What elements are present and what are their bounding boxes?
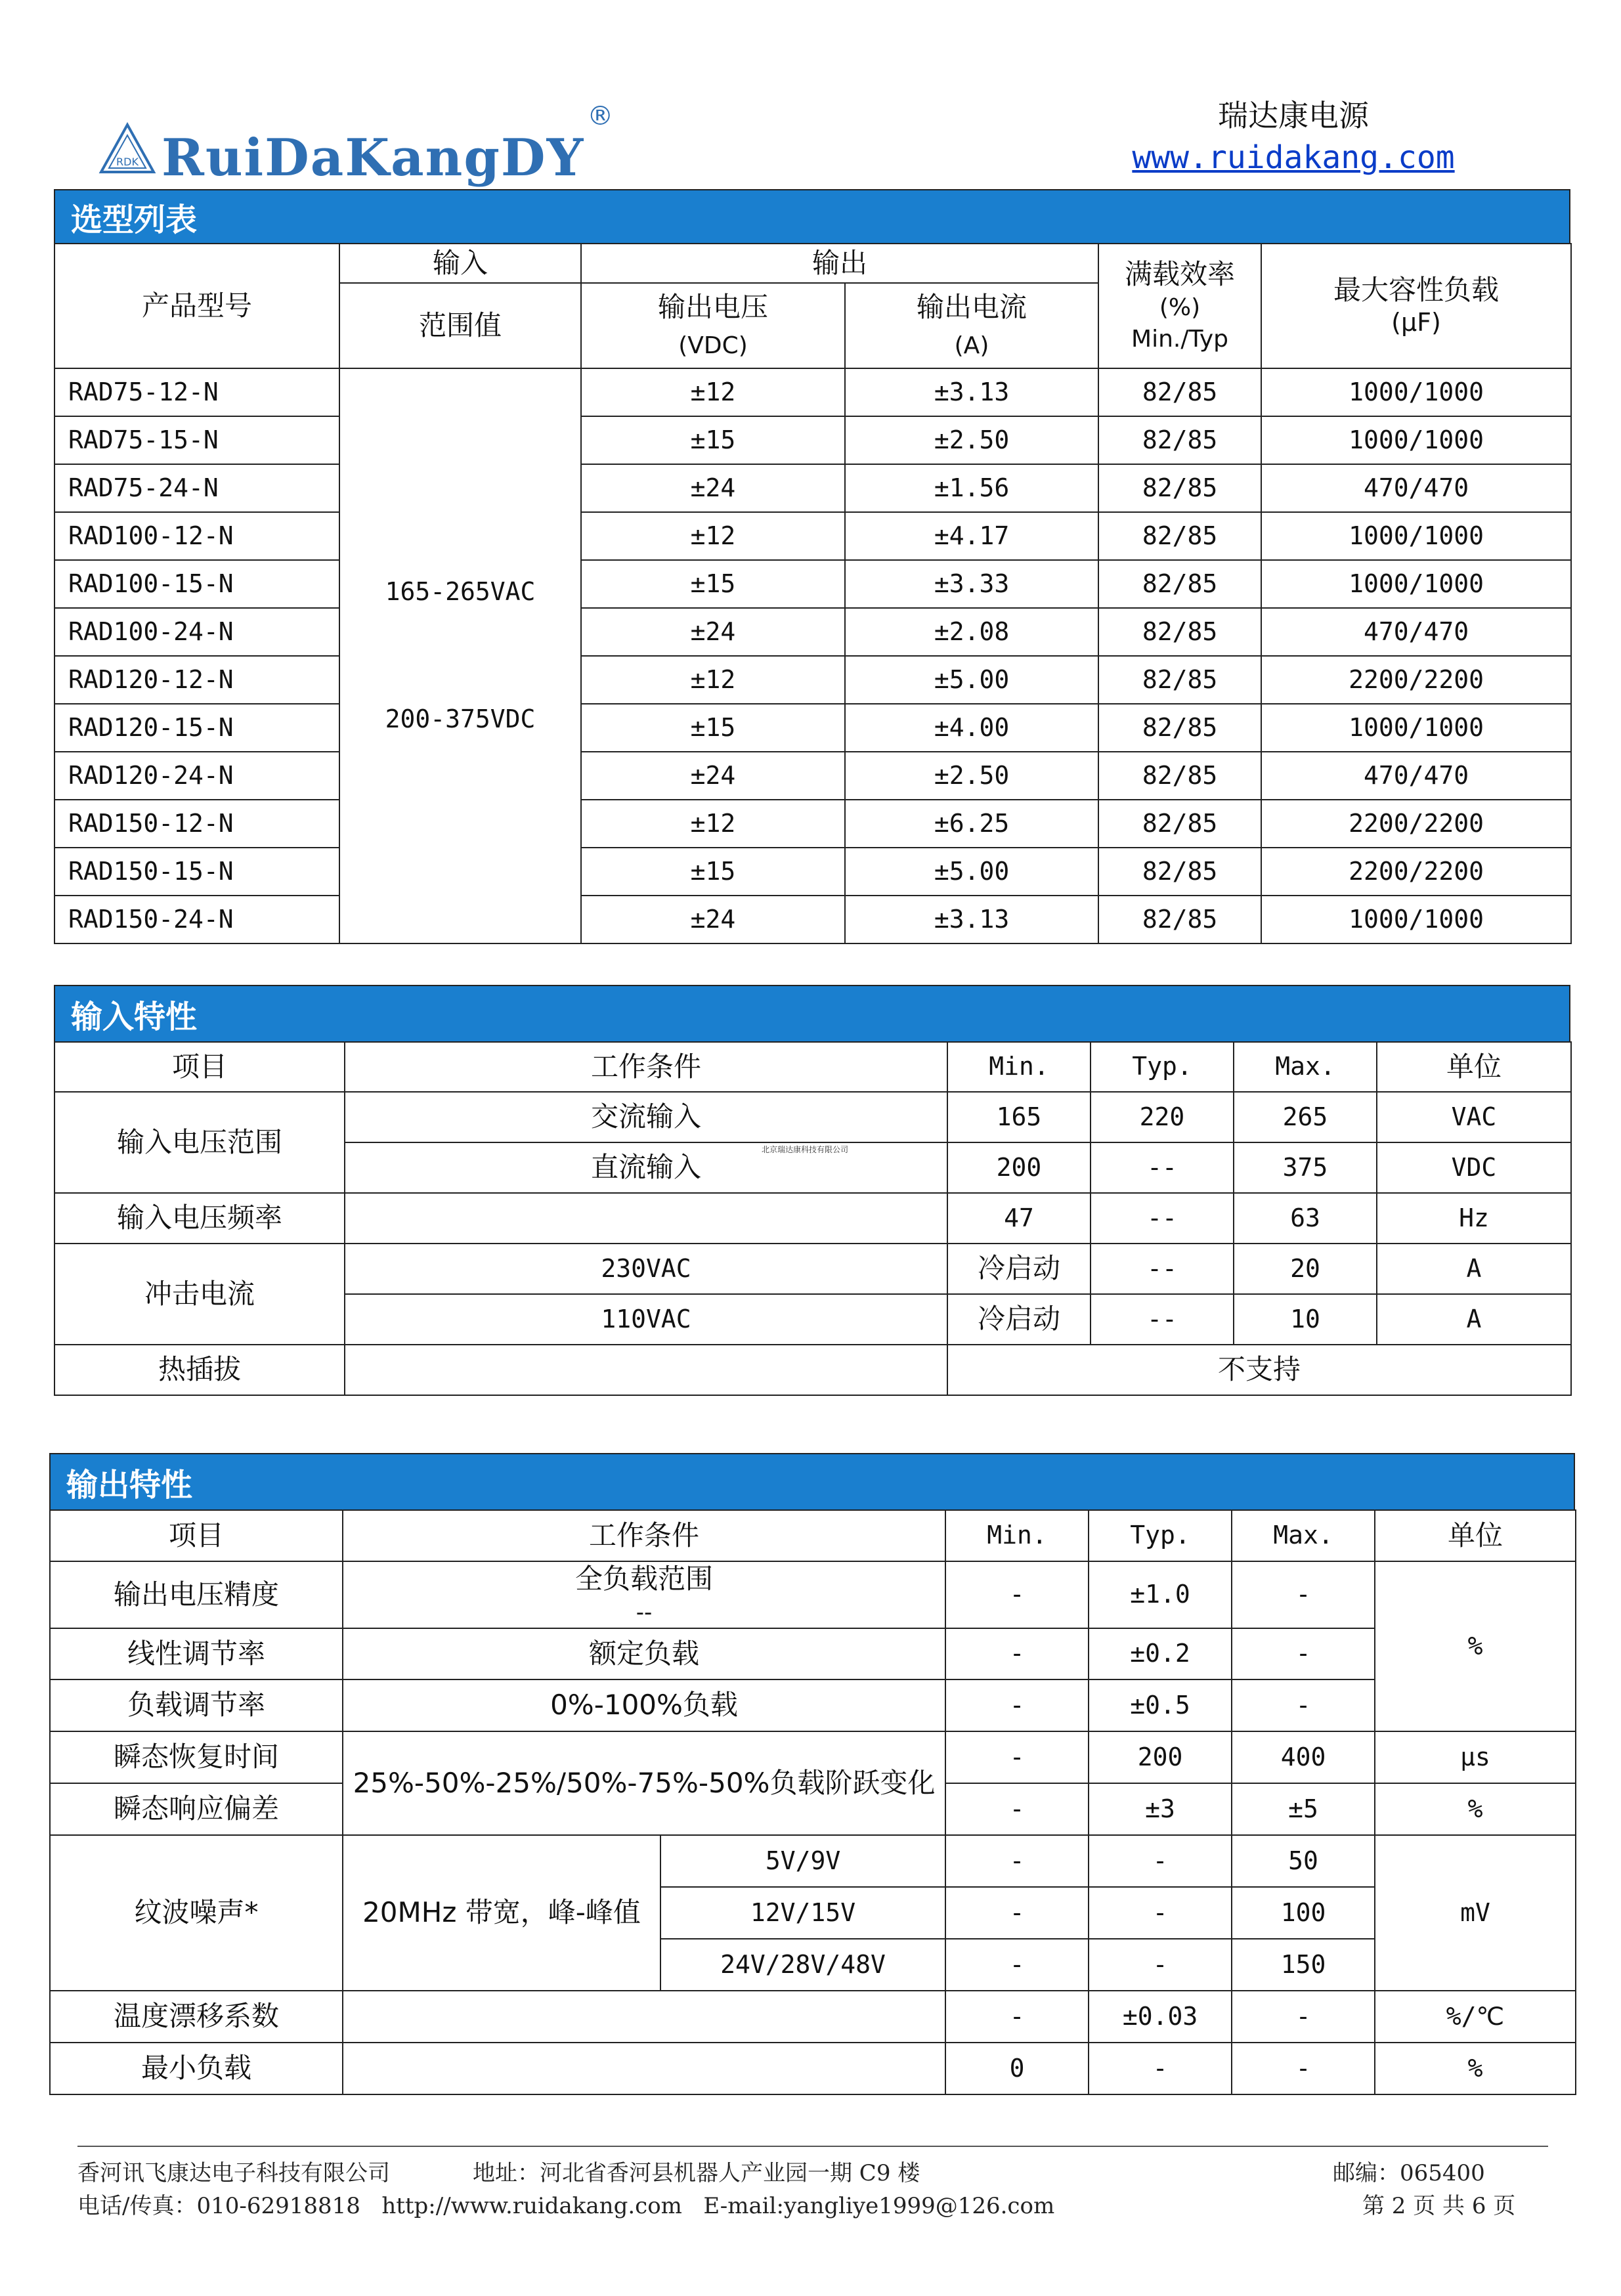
- input-range-dc: 200-375VDC: [385, 704, 536, 733]
- output-ripple-typ-0: -: [1089, 1835, 1232, 1887]
- output-load-reg-typ: ±0.5: [1089, 1679, 1232, 1731]
- output-ripple-max-0: 50: [1232, 1835, 1375, 1887]
- header-model: 产品型号: [54, 244, 339, 368]
- row-voltage: ±15: [581, 704, 845, 752]
- footer-page-number: 第 2 页 共 6 页: [1362, 2193, 1516, 2219]
- output-ripple-condition: 20MHz 带宽，峰-峰值: [343, 1835, 660, 1991]
- output-accuracy-max: -: [1232, 1561, 1375, 1628]
- input-inrush-230-min: 冷启动: [947, 1244, 1091, 1294]
- header-current-label: 输出电流: [917, 291, 1027, 324]
- output-line-reg-condition: 额定负载: [343, 1628, 945, 1679]
- row-model: RAD150-12-N: [54, 800, 339, 848]
- output-recovery-min: -: [945, 1731, 1089, 1783]
- row-efficiency: 82/85: [1098, 848, 1261, 896]
- header-voltage-unit: (VDC): [678, 332, 748, 360]
- table-row: [54, 656, 1571, 704]
- output-minload-typ: -: [1089, 2043, 1232, 2094]
- output-temp-condition: [343, 1991, 945, 2043]
- header-range: 范围值: [339, 283, 581, 368]
- row-voltage: ±24: [581, 608, 845, 656]
- input-dc-min: 200: [947, 1142, 1091, 1193]
- footer-company: 香河讯飞康达电子科技有限公司: [77, 2160, 390, 2186]
- row-capload: 2200/2200: [1261, 848, 1571, 896]
- input-inrush-110-min: 冷启动: [947, 1294, 1091, 1345]
- output-accuracy-condition-text: 全负载范围: [575, 1562, 714, 1595]
- header-efficiency-label: 满载效率: [1125, 257, 1236, 290]
- output-ripple-sub-1: 12V/15V: [660, 1887, 945, 1939]
- header-output: 输出: [581, 244, 1098, 283]
- row-efficiency: 82/85: [1098, 416, 1261, 464]
- output-line-reg-label: 线性调节率: [50, 1628, 343, 1679]
- row-efficiency: 82/85: [1098, 608, 1261, 656]
- input-inrush-label: 冲击电流: [54, 1244, 345, 1345]
- table-row: [54, 704, 1571, 752]
- output-temp-typ: ±0.03: [1089, 1991, 1232, 2043]
- row-capload: 1000/1000: [1261, 416, 1571, 464]
- row-model: RAD100-24-N: [54, 608, 339, 656]
- output-ripple-sub-2: 24V/28V/48V: [660, 1939, 945, 1991]
- header-capload-label: 最大容性负载: [1333, 273, 1500, 306]
- row-current: ±3.13: [845, 896, 1098, 943]
- output-header-min: Min.: [945, 1510, 1089, 1561]
- row-efficiency: 82/85: [1098, 512, 1261, 560]
- row-voltage: ±12: [581, 368, 845, 416]
- row-current: ±4.00: [845, 704, 1098, 752]
- input-ac-condition: 交流输入: [345, 1092, 947, 1142]
- output-accuracy-label: 输出电压精度: [50, 1561, 343, 1628]
- row-model: RAD120-12-N: [54, 656, 339, 704]
- output-line-reg-max: -: [1232, 1628, 1375, 1679]
- output-minload-label: 最小负载: [50, 2043, 343, 2094]
- logo-mark-text: RDK: [116, 156, 139, 168]
- output-minload-max: -: [1232, 2043, 1375, 2094]
- output-load-reg-max: -: [1232, 1679, 1375, 1731]
- row-efficiency: 82/85: [1098, 560, 1261, 608]
- output-line-reg-min: -: [945, 1628, 1089, 1679]
- company-name: 瑞达康电源: [1218, 98, 1369, 133]
- row-current: ±4.17: [845, 512, 1098, 560]
- output-section: [49, 1453, 1575, 2095]
- output-header-typ: Typ.: [1089, 1510, 1232, 1561]
- row-current: ±3.13: [845, 368, 1098, 416]
- output-header-max: Max.: [1232, 1510, 1375, 1561]
- header-current-unit: (A): [954, 332, 989, 360]
- row-capload: 470/470: [1261, 464, 1571, 512]
- output-load-reg-label: 负载调节率: [50, 1679, 343, 1731]
- output-ripple-label: 纹波噪声*: [50, 1835, 343, 1991]
- footer-postcode: 邮编：065400: [1333, 2160, 1485, 2186]
- row-voltage: ±12: [581, 656, 845, 704]
- table-row: [54, 896, 1571, 943]
- input-dc-condition: 直流输入: [345, 1142, 947, 1193]
- input-inrush-230-typ: --: [1091, 1244, 1234, 1294]
- output-accuracy-condition: [343, 1561, 945, 1628]
- logo-text: RuiDaKangDY: [162, 128, 585, 188]
- input-frequency-label: 输入电压频率: [54, 1193, 345, 1244]
- table-row: [54, 560, 1571, 608]
- row-current: ±6.25: [845, 800, 1098, 848]
- header-efficiency: [1098, 244, 1261, 368]
- input-header-typ: Typ.: [1091, 1042, 1234, 1092]
- row-voltage: ±12: [581, 800, 845, 848]
- output-line-reg-typ: ±0.2: [1089, 1628, 1232, 1679]
- row-model: RAD150-24-N: [54, 896, 339, 943]
- header-capload: [1261, 244, 1571, 368]
- row-model: RAD75-12-N: [54, 368, 339, 416]
- output-minload-unit: %: [1375, 2043, 1576, 2094]
- output-temp-min: -: [945, 1991, 1089, 2043]
- output-ripple-typ-2: -: [1089, 1939, 1232, 1991]
- input-hotplug-label: 热插拔: [54, 1345, 345, 1395]
- row-voltage: ±12: [581, 512, 845, 560]
- input-frequency-unit: Hz: [1377, 1193, 1571, 1244]
- output-minload-min: 0: [945, 2043, 1089, 2094]
- row-current: ±3.33: [845, 560, 1098, 608]
- header-capload-unit: (μF): [1391, 308, 1441, 337]
- row-capload: 1000/1000: [1261, 368, 1571, 416]
- table-row: [54, 848, 1571, 896]
- output-accuracy-min: -: [945, 1561, 1089, 1628]
- footer-address: 地址：河北省香河县机器人产业园一期 C9 楼: [473, 2160, 920, 2186]
- input-header-condition: 工作条件: [345, 1042, 947, 1092]
- output-header-unit: 单位: [1375, 1510, 1576, 1561]
- input-inrush-110-unit: A: [1377, 1294, 1571, 1345]
- row-capload: 1000/1000: [1261, 704, 1571, 752]
- input-hotplug-value: 不支持: [947, 1345, 1571, 1395]
- output-deviation-label: 瞬态响应偏差: [50, 1783, 343, 1835]
- header-efficiency-sub: Min./Typ: [1131, 326, 1229, 353]
- input-inrush-110-condition: 110VAC: [345, 1294, 947, 1345]
- input-frequency-condition: [345, 1193, 947, 1244]
- output-ripple-max-2: 150: [1232, 1939, 1375, 1991]
- row-current: ±2.50: [845, 416, 1098, 464]
- input-inrush-230-condition: 230VAC: [345, 1244, 947, 1294]
- row-current: ±2.50: [845, 752, 1098, 800]
- row-voltage: ±15: [581, 416, 845, 464]
- input-inrush-110-max: 10: [1234, 1294, 1377, 1345]
- input-header-unit: 单位: [1377, 1042, 1571, 1092]
- input-hotplug-condition: [345, 1345, 947, 1395]
- output-header-item: 项目: [50, 1510, 343, 1561]
- row-efficiency: 82/85: [1098, 704, 1261, 752]
- input-dc-typ: --: [1091, 1142, 1234, 1193]
- input-inrush-230-unit: A: [1377, 1244, 1571, 1294]
- row-capload: 470/470: [1261, 752, 1571, 800]
- row-efficiency: 82/85: [1098, 800, 1261, 848]
- row-capload: 2200/2200: [1261, 656, 1571, 704]
- output-recovery-typ: 200: [1089, 1731, 1232, 1783]
- row-voltage: ±15: [581, 560, 845, 608]
- output-temp-unit: %/℃: [1375, 1991, 1576, 2043]
- input-inrush-110-typ: --: [1091, 1294, 1234, 1345]
- row-capload: 1000/1000: [1261, 896, 1571, 943]
- table-row: [54, 752, 1571, 800]
- company-website-link[interactable]: www.ruidakang.com: [1132, 139, 1455, 176]
- input-frequency-min: 47: [947, 1193, 1091, 1244]
- row-efficiency: 82/85: [1098, 464, 1261, 512]
- output-load-reg-condition: 0%-100%负载: [343, 1679, 945, 1731]
- output-ripple-max-1: 100: [1232, 1887, 1375, 1939]
- input-section: [54, 985, 1570, 1396]
- output-ripple-min-1: -: [945, 1887, 1089, 1939]
- input-voltage-range-label: 输入电压范围: [54, 1092, 345, 1193]
- row-current: ±5.00: [845, 656, 1098, 704]
- input-ac-min: 165: [947, 1092, 1091, 1142]
- selection-title: 选型列表: [54, 189, 1570, 243]
- table-row: [54, 512, 1571, 560]
- row-efficiency: 82/85: [1098, 656, 1261, 704]
- output-load-reg-min: -: [945, 1679, 1089, 1731]
- output-table: [49, 1509, 1576, 2095]
- logo-registered: ®: [587, 101, 614, 131]
- input-dc-unit: VDC: [1377, 1142, 1571, 1193]
- table-row: [54, 416, 1571, 464]
- input-title: 输入特性: [54, 985, 1570, 1041]
- output-accuracy-typ: ±1.0: [1089, 1561, 1232, 1628]
- input-header-min: Min.: [947, 1042, 1091, 1092]
- table-row: [54, 800, 1571, 848]
- header-input: 输入: [339, 244, 581, 283]
- input-dc-max: 375: [1234, 1142, 1377, 1193]
- output-deviation-typ: ±3: [1089, 1783, 1232, 1835]
- logo-mark-icon: [98, 122, 156, 175]
- output-deviation-unit: %: [1375, 1783, 1576, 1835]
- header-efficiency-unit: (%): [1159, 293, 1201, 321]
- output-recovery-unit: μs: [1375, 1731, 1576, 1783]
- company-logo: [98, 101, 614, 188]
- input-ac-unit: VAC: [1377, 1092, 1571, 1142]
- input-header-max: Max.: [1234, 1042, 1377, 1092]
- output-temp-label: 温度漂移系数: [50, 1991, 343, 2043]
- input-range-ac: 165-265VAC: [385, 577, 536, 607]
- output-ripple-typ-1: -: [1089, 1887, 1232, 1939]
- output-ripple-min-0: -: [945, 1835, 1089, 1887]
- output-minload-condition: [343, 2043, 945, 2094]
- input-ac-typ: 220: [1091, 1092, 1234, 1142]
- row-capload: 470/470: [1261, 608, 1571, 656]
- row-model: RAD100-15-N: [54, 560, 339, 608]
- output-title: 输出特性: [49, 1453, 1575, 1509]
- header-current: [845, 283, 1098, 368]
- header-voltage: [581, 283, 845, 368]
- table-row: [54, 368, 1571, 416]
- output-temp-max: -: [1232, 1991, 1375, 2043]
- row-model: RAD100-12-N: [54, 512, 339, 560]
- output-accuracy-condition-sub: --: [636, 1599, 653, 1626]
- output-recovery-label: 瞬态恢复时间: [50, 1731, 343, 1783]
- output-deviation-min: -: [945, 1783, 1089, 1835]
- row-voltage: ±15: [581, 848, 845, 896]
- selection-table: [54, 243, 1572, 944]
- row-model: RAD75-15-N: [54, 416, 339, 464]
- input-inrush-230-max: 20: [1234, 1244, 1377, 1294]
- row-voltage: ±24: [581, 464, 845, 512]
- row-model: RAD120-24-N: [54, 752, 339, 800]
- row-current: ±1.56: [845, 464, 1098, 512]
- row-capload: 2200/2200: [1261, 800, 1571, 848]
- row-model: RAD120-15-N: [54, 704, 339, 752]
- table-row: [54, 608, 1571, 656]
- row-voltage: ±24: [581, 896, 845, 943]
- output-header-condition: 工作条件: [343, 1510, 945, 1561]
- row-efficiency: 82/85: [1098, 896, 1261, 943]
- footer-divider: [77, 2146, 1548, 2147]
- row-capload: 1000/1000: [1261, 512, 1571, 560]
- input-frequency-max: 63: [1234, 1193, 1377, 1244]
- row-efficiency: 82/85: [1098, 368, 1261, 416]
- output-group-unit: %: [1375, 1561, 1576, 1731]
- input-header-item: 项目: [54, 1042, 345, 1092]
- output-ripple-min-2: -: [945, 1939, 1089, 1991]
- output-ripple-sub-0: 5V/9V: [660, 1835, 945, 1887]
- row-current: ±2.08: [845, 608, 1098, 656]
- footer-contact: 电话/传真：010-62918818 http://www.ruidakang.com E-mail:yangliye1999@126.com: [77, 2193, 1055, 2219]
- row-capload: 1000/1000: [1261, 560, 1571, 608]
- output-deviation-max: ±5: [1232, 1783, 1375, 1835]
- row-model: RAD75-24-N: [54, 464, 339, 512]
- row-efficiency: 82/85: [1098, 752, 1261, 800]
- header-voltage-label: 输出电压: [657, 291, 768, 324]
- input-ac-max: 265: [1234, 1092, 1377, 1142]
- watermark-text: 北京瑞达康科技有限公司: [762, 1145, 849, 1154]
- output-transient-condition: 25%-50%-25%/50%-75%-50%负载阶跃变化: [343, 1731, 945, 1835]
- input-range-cell: [339, 368, 581, 943]
- output-ripple-unit: mV: [1375, 1835, 1576, 1991]
- row-model: RAD150-15-N: [54, 848, 339, 896]
- selection-section: [54, 189, 1570, 944]
- output-recovery-max: 400: [1232, 1731, 1375, 1783]
- input-frequency-typ: --: [1091, 1193, 1234, 1244]
- table-row: [54, 464, 1571, 512]
- input-table: [54, 1041, 1572, 1396]
- row-current: ±5.00: [845, 848, 1098, 896]
- row-voltage: ±24: [581, 752, 845, 800]
